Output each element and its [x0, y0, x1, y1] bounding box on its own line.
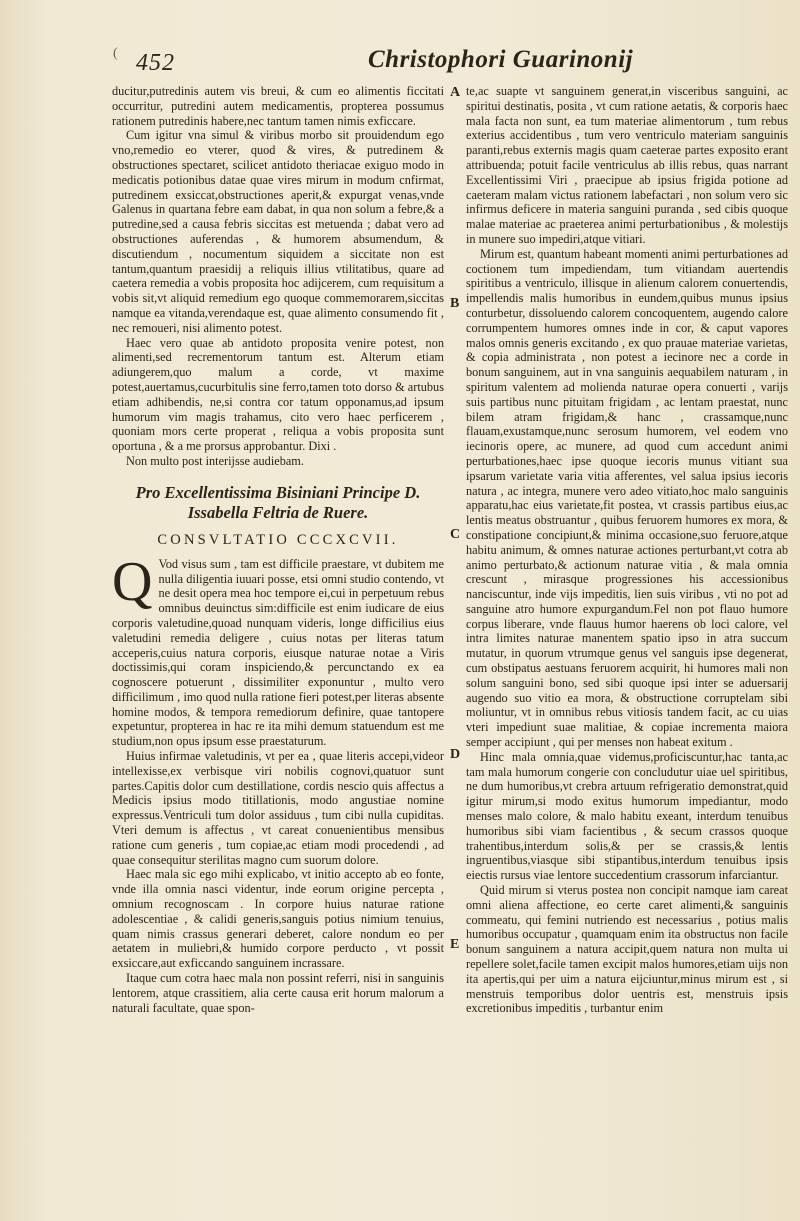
section-heading-line-2: Issabella Feltria de Ruere. [187, 502, 369, 522]
paragraph: Haec vero quae ab antidoto proposita venire potest, non alimenti,sed recrementorum tantum est. Alterum etiam adiungerem,quo malum a corde, vt maxime potest,auertamus,cucurbitulis sine ferro,tamen toto dorso & artubus etiam adhibendis, ne,si contra cor tatum opponamus,ad ipsum humorum vim magis trahamus, cito vero haec perficerem , quoniam mors certe properat , reliqua a vobis proposita sunt oportuna , & a me prorsus approbantur. Dixi . [112, 335, 444, 454]
opening-paragraph [112, 550, 444, 749]
page-number: 452 [136, 50, 175, 76]
paragraph: Mirum est, quantum habeant momenti animi perturbationes ad coctionem tum impediendam, tum vitiandam auertendis spiritibus a ventriculo, illisque in alienum calorem conuertendis, impellendis malis humoribus in eundem,quibus munus ipsius conturbetur, dissoluendo calorem concoquentem, augendo calore corrumpentem humores omnes inde in cor, & caput vapores malos omnis generis excitando , ex quo prauae materiae varietas, & copia administrata , non potest a iecinore nec a corde in bonum sanguinem, aut in vna sanguinis aequabilem naturam , in spiritum valentem ad molienda naturae opera conuerti , varijs suis partibus nunc pituitam frigidam , ac lentam praestat, nunc bilem atram frigidam,& hanc , crassamque,nunc flauam,exustamque,nunc serosum humorem, vel eodem vno iecinoris opere, ac munere, ad quod cum accedunt animi perturbationes,haec ipse quoque iecoris munus vitiant sua ipsarum varietate varia vitia afferentes, vel salua ipsius iecoris natura , ac integra, munere vero adeo vitiato,hoc malo sanguinis apparatu,hac eius varietate,fit postea, vt crassis partibus eius,ac lentis meatus obstruantur , quibus feruorem humores ex mora, & constipatione concipiunt,& minima occasione,suo feruore,atque habitu animum, & omnes naturae actiones perturbant,vt cotra ab animo perturbato,& actionum naturae vitia , & mala omnia crescunt , mirasque progressiones his accessionibus nanciscuntur, inde vijs impeditis, lien suis viribus , vti no pot ad sanguine atro humore expurgandum.Fel non pot flauo humore corpus liberare, vnde flauus humor haerens ob loci calore, vel intra limites naturae manentem spatio ipso in atra succum mutatur, in quorum vtrumque genus vel sanguis ipse degenerat, cum obstipatus aestuans feruorem acquirit, hi humores mali non solum sanguini bono, sed sibi quoque ipsi inter se aduersarij augendo suo vitio ea mora, & obstructione corruptelam sibi moliuntur, vt in omnibus rebus vitiosis tandem facit, ac cu uias vteri impediunt suae malitiae, & copiae incrementa maiora semper accipiunt , qui per menses non habeat exitum . [466, 246, 788, 750]
margin-letter-b: B [450, 296, 460, 311]
consultatio-title: CONSVLTATIO CCCXCVII. [157, 531, 399, 548]
section-heading-line-1: Pro Excellentissima Bisiniani Principe D. [135, 482, 421, 502]
paragraph: Cum igitur vna simul & viribus morbo sit prouidendum ego vno,remedio eo vterer, quod & vires, & putredinem & obstructiones spectaret, scilicet antidoto theriacae exiguo modo in medicatis potionibus datae quae vires mirum in modum cnfirmat, putredinem exsiccat,obstructiones aperit,& expurgat venas,vnde Galenus in quartana febre eam dabat, in qua non solum a febre,& a putredine,sed a causa febris siccitas est metuenda ; dabat vero ad obstructiones auferendas , & humorem absumendum, & discutiendum , nocumentum siquidem a siccitate non est tantum,quantum praesidij a reliquis illius vtilitatibus, quare ad caetera remedia a vobis proposita hoc adijcerem, cum requisitum a vobis sit,vt aliquid remedium ego quoque commemorarem,siccitas namque ea vitanda,verendaque est, quae alimento consumendo fit , nec remoueri, nisi alimento potest. [112, 128, 444, 335]
margin-letter-e: E [450, 937, 460, 952]
drop-cap: Q [112, 550, 153, 613]
paragraph: Quid mirum si vterus postea non concipit namque iam careat omni aliena affectione, eo certe caret alimenti,& sanguinis commeatu, qui femini nutriendo est necessarius , potius malis humoribus occupatur , quamquam enim ita obstructus non facile bonum sanguinem a natura accipit,quem natura non multa ui repellere solet,facile tamen excipit malos humores,etiam uijs non ita apertis,qui per uim a natura eijciuntur,minus mirum est , si menstruis temporibus dolor uentris est, menstruis ipsis excretionibus impeditis , turbantur enim [466, 883, 788, 1016]
right-column [466, 84, 788, 1016]
page-header [0, 44, 800, 78]
corner-bracket-mark: ( [113, 46, 118, 61]
running-head: Christophori Guarinonij [368, 46, 634, 73]
paragraph: Non multo post interijsse audiebam. [126, 453, 304, 468]
margin-letter-c: C [450, 527, 461, 542]
section-heading [112, 483, 444, 523]
opening-paragraph-text: Vod visus sum , tam est difficile praestare, vt dubitem me nulla diligentia iuuari posse, etsi omni studio contendo, vt ne desit opera mea hoc tempore ei,cui in perpetuum rebus omnibus deuinctus sim:difficile est enim iudicare de eius corporis valetudine,quoad nunquam videris, longe difficilius eius valetudini remedia deligere , cuius notas per literas tatum acceperis,cuius natura corporis, eiusque naturae notae a Viris doctissimis,qui coram inspiciendo,& percunctando ex ea cognoscere potuerunt , dissimiliter exponuntur , multo vero difficilimum , imo quod nulla ratione fieri potest,per literas absente homine modos, & tempora remediorum definire, quae tantopere expetuntur, propterea in hac re ita mihi demum statuendum est me studium,non opus ipsum esse praestaturum. [112, 556, 444, 749]
paragraph: Haec mala sic ego mihi explicabo, vt initio accepto ab eo fonte, vnde illa omnia nasci videntur, inde eorum origine percepta , omnium recognoscam . In corpore huius naturae ratione adolescentiae , & calidi generis,sanguis potius nimium tenuius, quam nimis crassus generari deberet, calore nondum eo per aetatem in muliebri,& humido corpore perducto , vt possit exsiccare,aut exficcando sanguinem incrassare. [112, 867, 444, 971]
paragraph: Itaque cum cotra haec mala non possint referri, nisi in sanguinis lentorem, atque crassitiem, alia certe causa erit horum malorum a naturali facultate, quae spon- [112, 971, 444, 1015]
paragraph: te,ac suapte vt sanguinem generat,in visceribus sanguini, ac spiritui destinatis, posita , vt cum ratione aetatis, & corporis haec mala facta non sunt, ea tum materiae alimentorum , tum rebus exterius accidentibus , tum vero ventriculo materiam sanguinis paranti,rebus externis magis quam caeterae partes exposito erant attribuenda; potuit facile ventriculus ab illis rebus, quas narrant Excellentissimi Viri , praecipue ab ipsius frigida potione ad caeteram malam victus rationem labefactari , non solum vero sic infirmus deficere in materia sanguini puranda , sed cibis quoque malae materiae ac praeterea animi perturbationibus , & molestijs in munere suo impediri,atque vitiari. [466, 84, 788, 246]
margin-letter-d: D [450, 747, 461, 762]
paragraph: ducitur,putredinis autem vis breui, & cum eo alimentis ficcitati occurritur, putredini autem medicamentis, propterea possumus rationem putredinis habere,nec tantum tamen nimis exficcare. [112, 84, 444, 128]
margin-letter-a: A [450, 85, 461, 100]
paragraph: Hinc mala omnia,quae videmus,proficiscuntur,hac tanta,ac tam mala humorum congerie con concludutur uiae uel spiritibus, ne dum humoribus,vt crebra artuum refrigeratio demonstrat,quid igitur mirum,si modo exitus humorum impediantur, modo menses malo colore, & malo habitu exeant, interdum tenuibus humoribus sibi viam facientibus , & secum crassos quoque trahentibus,interdum solis,& per se crassis,& lentis ingruentibus,viasque sibi stipantibus,interdum tenuibus ipsis eiectis rursus viae lentore succedentium crassorum infarciantur. [466, 749, 788, 883]
left-column [112, 84, 444, 1015]
paragraph: Huius infirmae valetudinis, vt per ea , quae literis accepi,videor intellexisse,ex verbisque viri nobilis cognovi,quatuor sunt partes.Capitis dolor cum destillatione, cordis nescio quis affectus a Medicis ipsius modo titillationis, modo angustiae nomine expressus.Ventriculi tum dolor assiduus , tum cibi nulla cupiditas. Vteri demum is affectus , vt careat conuenientibus mensibus ratione cum generis , tum copiae,ac etiam modi procedendi , ad quae consequitur sterilitas magno cum suorum dolore. [112, 749, 444, 867]
